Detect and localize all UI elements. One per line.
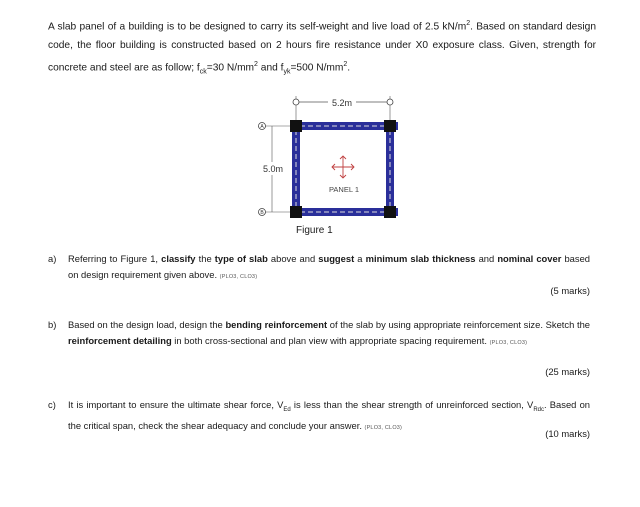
problem-statement	[48, 14, 596, 82]
column-b1	[290, 206, 302, 218]
question-a	[48, 251, 590, 285]
column-a2	[384, 120, 396, 132]
intro-text-1: A slab panel of a building is to be designed to carry its self-weight and live load of 2.5 kN/m	[48, 21, 467, 33]
question-c-text: It is important to ensure the ultimate shear force, $V_{Ed}$ is less than the shear strength of unreinforced section, $V_{Rdc}$. Based on the critical span, check the shear adequacy and conclude your answer. (PLO3, CLO3)	[68, 399, 591, 432]
fyk-subscript: yk	[283, 68, 291, 76]
figure-caption: Figure 1	[296, 225, 333, 236]
question-a-label: a)	[48, 253, 57, 264]
panel-label: PANEL 1	[328, 185, 360, 194]
intro-sup-1: 2	[466, 20, 471, 27]
beam-right	[386, 122, 394, 216]
intro-text-4: and f	[257, 62, 284, 74]
slab-panel-figure	[250, 92, 410, 242]
column-b2	[384, 206, 396, 218]
question-a-text: Referring to Figure 1, classify the type of slab above and suggest a minimum slab thickness and nominal cover based on design requirement given above. (PLO3, CLO3)	[68, 253, 590, 280]
question-c	[48, 397, 590, 437]
intro-text-5: =500 N/mm	[290, 62, 344, 74]
question-c-label: c)	[48, 399, 56, 410]
question-b-marks: (25 marks)	[545, 366, 590, 377]
dim-left-label: 5.0m	[262, 164, 284, 174]
fck-subscript: ck	[199, 68, 207, 76]
grid-bubble-1	[293, 99, 299, 105]
intro-sup-5: 2	[343, 61, 348, 69]
grid-bubble-2	[387, 99, 393, 105]
question-b	[48, 317, 590, 351]
question-c-clo: (PLO3, CLO3)	[364, 425, 403, 432]
question-c-marks: (10 marks)	[545, 428, 590, 439]
intro-text-6: .	[347, 62, 351, 74]
question-b-text: Based on the design load, design the bending reinforcement of the slab by using appropriate reinforcement size. Sketch the reinforcement detailing in both cross-sectional and plan view with appropriate spacing requirement. (PLO3, CLO3)	[68, 319, 590, 346]
grid-label-a: A	[260, 124, 264, 130]
question-a-marks: (5 marks)	[550, 285, 590, 296]
beam-left	[292, 122, 300, 216]
grid-label-b: B	[260, 210, 264, 216]
intro-sup-3: 2	[254, 61, 258, 69]
question-b-label: b)	[48, 319, 57, 330]
question-b-clo: (PLO3, CLO3)	[489, 339, 528, 346]
intro-text-3: =30 N/mm	[206, 62, 255, 74]
column-a1	[290, 120, 302, 132]
intro-text-2: . Based on standard design code, the floor building is constructed based on 2 hours fire resistance under X0 exposure class. Given, strength for concrete and steel are as follow; f	[48, 21, 596, 74]
dim-top-label: 5.2m	[331, 98, 353, 108]
span-arrows-icon	[332, 156, 354, 178]
question-a-clo: (PLO3, CLO3)	[219, 273, 258, 280]
